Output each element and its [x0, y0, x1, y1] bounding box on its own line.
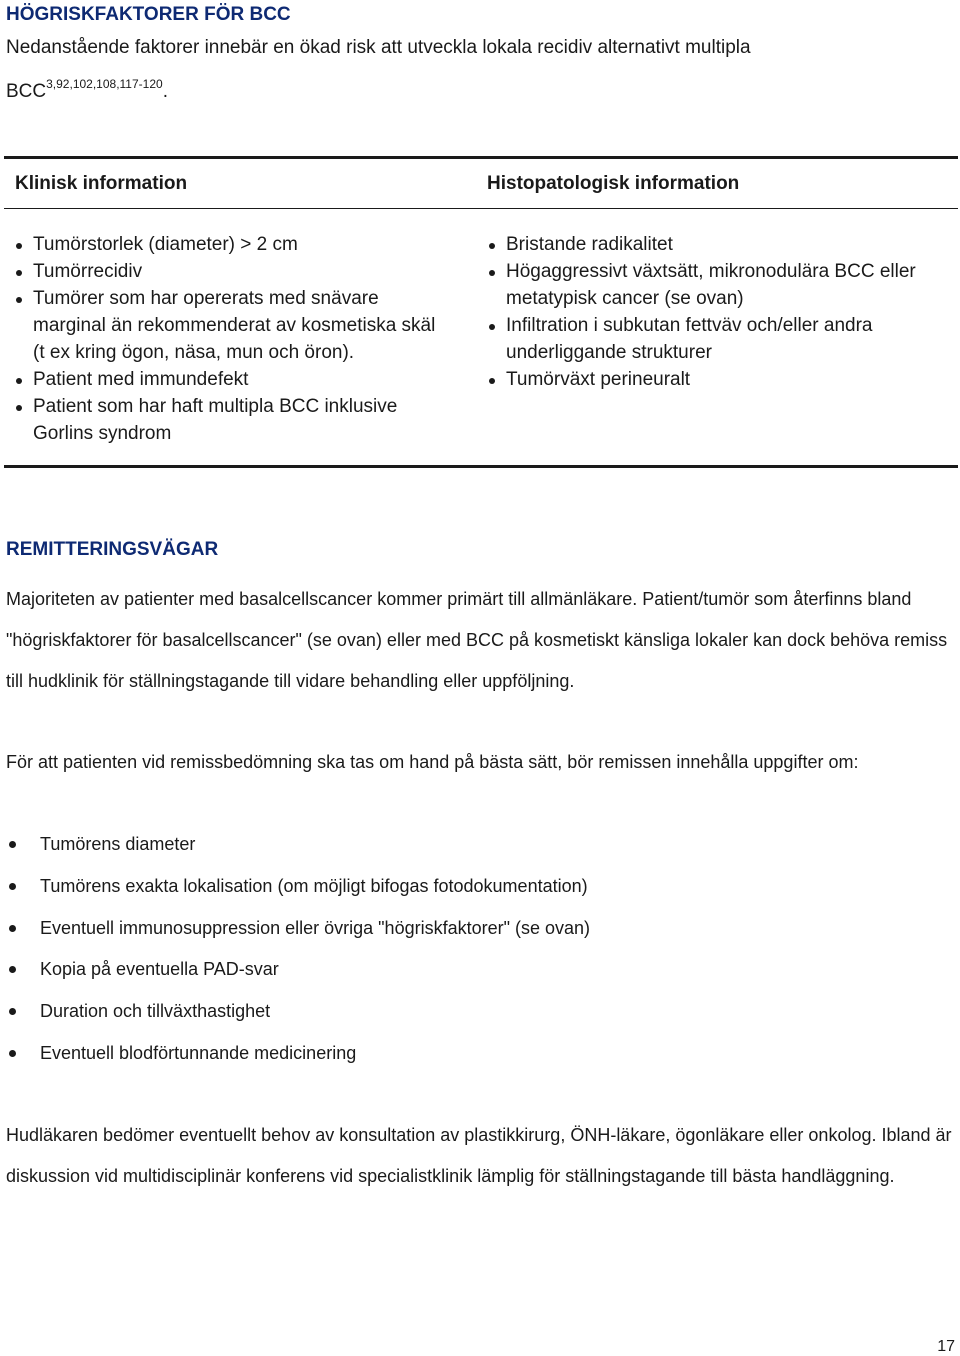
table-bottom-rule — [4, 465, 958, 468]
referral-list-item-label: Duration och tillväxthastighet — [40, 1001, 271, 1022]
risk-list-item-line: Patient med immundefekt — [33, 369, 249, 390]
risk-list-item-line: Tumörväxt perineuralt — [506, 369, 691, 390]
risk-list-item-line: underliggande strukturer — [506, 342, 712, 363]
intro-line-2 — [6, 77, 168, 103]
bullet-icon — [9, 1050, 16, 1057]
risk-list-item — [7, 231, 435, 258]
bullet-icon — [16, 297, 22, 303]
table-top-rule — [4, 156, 958, 159]
risk-list-item-line: Tumörstorlek (diameter) > 2 cm — [33, 234, 298, 255]
intro-suffix: . — [162, 81, 168, 102]
section-title-risk-factors: HÖGRISKFAKTORER FÖR BCC — [6, 4, 291, 25]
bullet-icon — [16, 270, 22, 276]
referral-list-item-label: Eventuell blodförtunnande medicinering — [40, 1042, 357, 1063]
referral-list-item-label: Tumörens exakta lokalisation (om möjligt bifogas fotodokumentation) — [40, 875, 588, 896]
table-header-rule — [4, 208, 958, 209]
referral-list-item — [6, 824, 590, 866]
bullet-icon — [9, 883, 16, 890]
risk-list-item-line: Gorlins syndrom — [33, 423, 172, 444]
bullet-icon — [16, 405, 22, 411]
risk-list-item — [480, 312, 916, 366]
referral-list-item-label: Tumörens diameter — [40, 834, 196, 854]
referral-paragraph-3: Hudläkaren bedömer eventuellt behov av konsultation av plastikkirurg, ÖNH-läkare, ögonläkare eller onkolog. Ibland är diskussion vid multidisciplinär konferens vid specialistklinik lämplig för ställningstagande till bästa handläggning. — [6, 1125, 952, 1186]
referral-list-item-label: Kopia på eventuella PAD-svar — [40, 959, 279, 980]
risk-list-item — [7, 393, 435, 447]
risk-list-item — [480, 231, 916, 258]
referral-list-item — [6, 991, 590, 1033]
referral-paragraph-2: För att patienten vid remissbedömning ska tas om hand på bästa sätt, bör remissen innehålla uppgifter om: — [6, 752, 859, 772]
column-header-clinical: Klinisk information — [15, 173, 188, 194]
bullet-icon — [9, 925, 16, 932]
risk-list-item-line: (t ex kring ögon, näsa, mun och öron). — [33, 342, 355, 363]
referral-list-item — [6, 949, 590, 991]
risk-list-item — [7, 366, 435, 393]
risk-list-item — [480, 366, 916, 393]
section-title-referral: REMITTERINGSVÄGAR — [6, 539, 219, 560]
risk-list-item-line: marginal än rekommenderat av kosmetiska skäl — [33, 315, 436, 336]
risk-list-item — [480, 258, 916, 312]
risk-list-item-line: metatypisk cancer (se ovan) — [506, 288, 744, 309]
reference-superscript: 3,92,102,108,117-120 — [46, 77, 163, 91]
bullet-icon — [9, 1008, 16, 1015]
risk-list-item — [7, 258, 435, 285]
bullet-icon — [16, 378, 22, 384]
intro-line-1: Nedanstående faktorer innebär en ökad risk att utveckla lokala recidiv alternativt multipla — [6, 37, 751, 58]
column-header-histopathology: Histopatologisk information — [487, 173, 740, 194]
referral-list-item — [6, 908, 590, 950]
risk-list-item — [7, 285, 435, 366]
bullet-icon — [489, 270, 495, 276]
referral-list-item — [6, 1033, 590, 1075]
bullet-icon — [489, 378, 495, 384]
bullet-icon — [489, 324, 495, 330]
risk-list-item-line: Bristande radikalitet — [506, 234, 673, 255]
risk-list-item-line: Högaggressivt växtsätt, mikronodulära BCC eller — [506, 261, 916, 282]
risk-list-item-line: Patient som har haft multipla BCC inklusive — [33, 396, 398, 417]
bullet-icon — [489, 243, 495, 249]
clinical-risk-list — [7, 231, 435, 447]
referral-contents-list — [6, 824, 590, 1075]
bullet-icon — [9, 966, 16, 973]
referral-paragraph-1: Majoriteten av patienter med basalcellscancer kommer primärt till allmänläkare. Patient/tumör som återfinns bland "högriskfaktorer för basalcellscancer" (se ovan) eller med BCC på kosmetiskt känsliga lokaler kan dock behöva remiss till hudklinik för ställningstagande till vidare behandling eller uppföljning. — [6, 589, 948, 691]
risk-list-item-line: Infiltration i subkutan fettväv och/eller andra — [506, 315, 873, 336]
risk-list-item-line: Tumörer som har opererats med snävare — [33, 288, 379, 309]
page-number: 17 — [937, 1338, 955, 1355]
intro-prefix: BCC — [6, 81, 47, 102]
bullet-icon — [9, 841, 16, 848]
risk-list-item-line: Tumörrecidiv — [33, 261, 143, 282]
bullet-icon — [16, 243, 22, 249]
referral-list-item-label: Eventuell immunosuppression eller övriga "högriskfaktorer" (se ovan) — [40, 917, 591, 938]
histopathology-risk-list — [480, 231, 916, 393]
referral-list-item — [6, 866, 590, 908]
